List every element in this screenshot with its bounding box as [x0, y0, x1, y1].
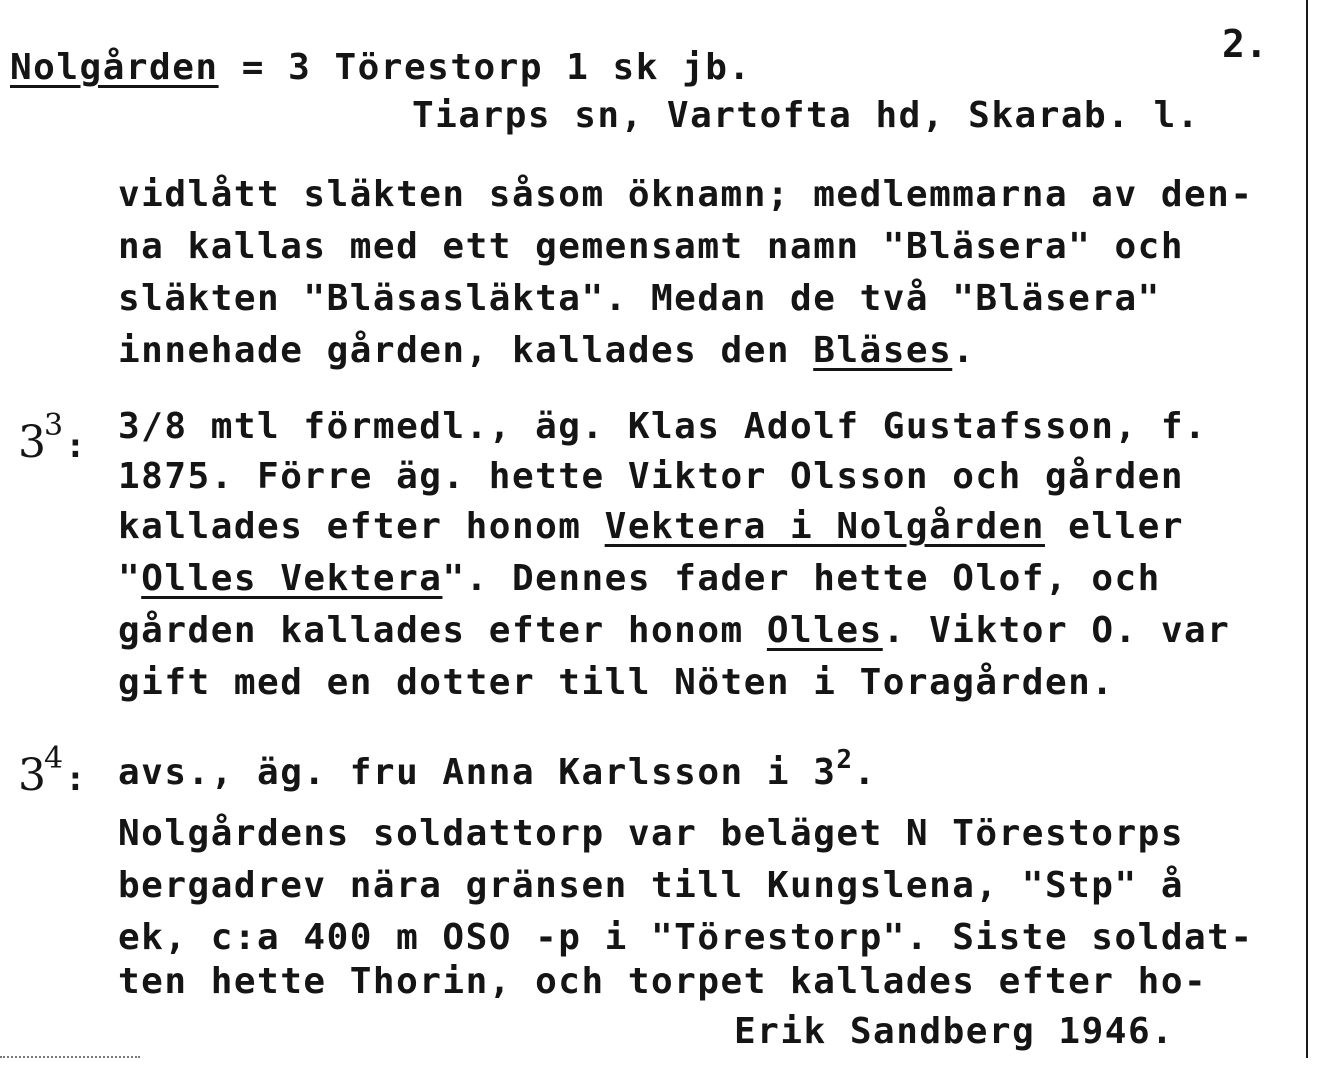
entry-34-marker-sup: 4: [44, 741, 64, 776]
entry-33-marker-base: 3: [18, 417, 46, 468]
entry33-line4: [118, 559, 1161, 599]
header-line: [10, 48, 752, 88]
entry34-line: [118, 740, 877, 793]
entry-33-marker-colon: :: [65, 426, 86, 466]
entry34-text-sup: 2: [836, 745, 854, 775]
entry33-line3-pre: kallades efter honom: [118, 506, 605, 547]
entry33-line5-pre: gården kallades efter honom: [118, 610, 767, 651]
paragraph2-line2: bergadrev nära gränsen till Kungslena, "Stp" å: [118, 865, 1184, 906]
entry34-text-pre: avs., äg. fru Anna Karlsson i 3: [118, 752, 837, 793]
paragraph1-line3: släkten "Bläsasläkta". Medan de två "Bläsera": [118, 278, 1161, 319]
header-location: Tiarps sn, Vartofta hd, Skarab. l.: [412, 95, 1200, 136]
farm-name-vektera: Vektera i Nolgården: [604, 506, 1045, 547]
paragraph2-line3: ek, c:a 400 m OSO -p i "Törestorp". Siste soldat-: [118, 917, 1254, 958]
place-designation: = 3 Törestorp 1 sk jb.: [241, 47, 752, 88]
entry33-line3: [118, 507, 1184, 547]
entry-34-marker-base: 3: [18, 750, 46, 801]
entry33-line3-post: eller: [1044, 506, 1185, 547]
entry33-line5-post: . Viktor O. var: [882, 610, 1231, 651]
entry-33-marker: [18, 404, 86, 468]
entry-33-marker-sup: 3: [44, 408, 64, 443]
paragraph2-line4: ten hette Thorin, och torpet kallades efter ho-: [118, 961, 1208, 1002]
signature: Erik Sandberg 1946.: [734, 1011, 1175, 1052]
entry-34-marker-colon: :: [65, 759, 86, 799]
entry-34-marker: [18, 737, 86, 801]
entry33-line6: gift med en dotter till Nöten i Toragården.: [118, 662, 1115, 703]
page-number: 2.: [1222, 22, 1268, 66]
farm-name-olles-vektera: Olles Vektera: [141, 558, 443, 599]
entry33-line5: [118, 611, 1230, 651]
entry33-line1: 3/8 mtl förmedl., äg. Klas Adolf Gustafsson, f.: [118, 406, 1208, 447]
farm-name-blases: Bläses: [813, 330, 953, 371]
paragraph1-line1: vidlått släkten såsom öknamn; medlemmarna av den-: [118, 174, 1254, 215]
entry34-text-post: .: [853, 752, 877, 793]
entry33-line4-quote: ": [118, 558, 142, 599]
farm-name-olles: Olles: [766, 610, 883, 651]
card-bottom-edge: [0, 1056, 140, 1060]
entry33-line4-post: ". Dennes fader hette Olof, och: [442, 558, 1161, 599]
paragraph1-line2: na kallas med ett gemensamt namn "Bläsera" och: [118, 226, 1184, 267]
paragraph1-line4: [118, 331, 975, 371]
entry33-line2: 1875. Förre äg. hette Viktor Olsson och gården: [118, 456, 1184, 497]
place-name: Nolgården: [10, 47, 219, 88]
paragraph1-line4-pre: innehade gården, kallades den: [118, 330, 814, 371]
paragraph2-line1: Nolgårdens soldattorp var beläget N Törestorps: [118, 813, 1184, 854]
card-right-edge: [1306, 0, 1308, 1058]
paragraph1-line4-post: .: [952, 330, 976, 371]
